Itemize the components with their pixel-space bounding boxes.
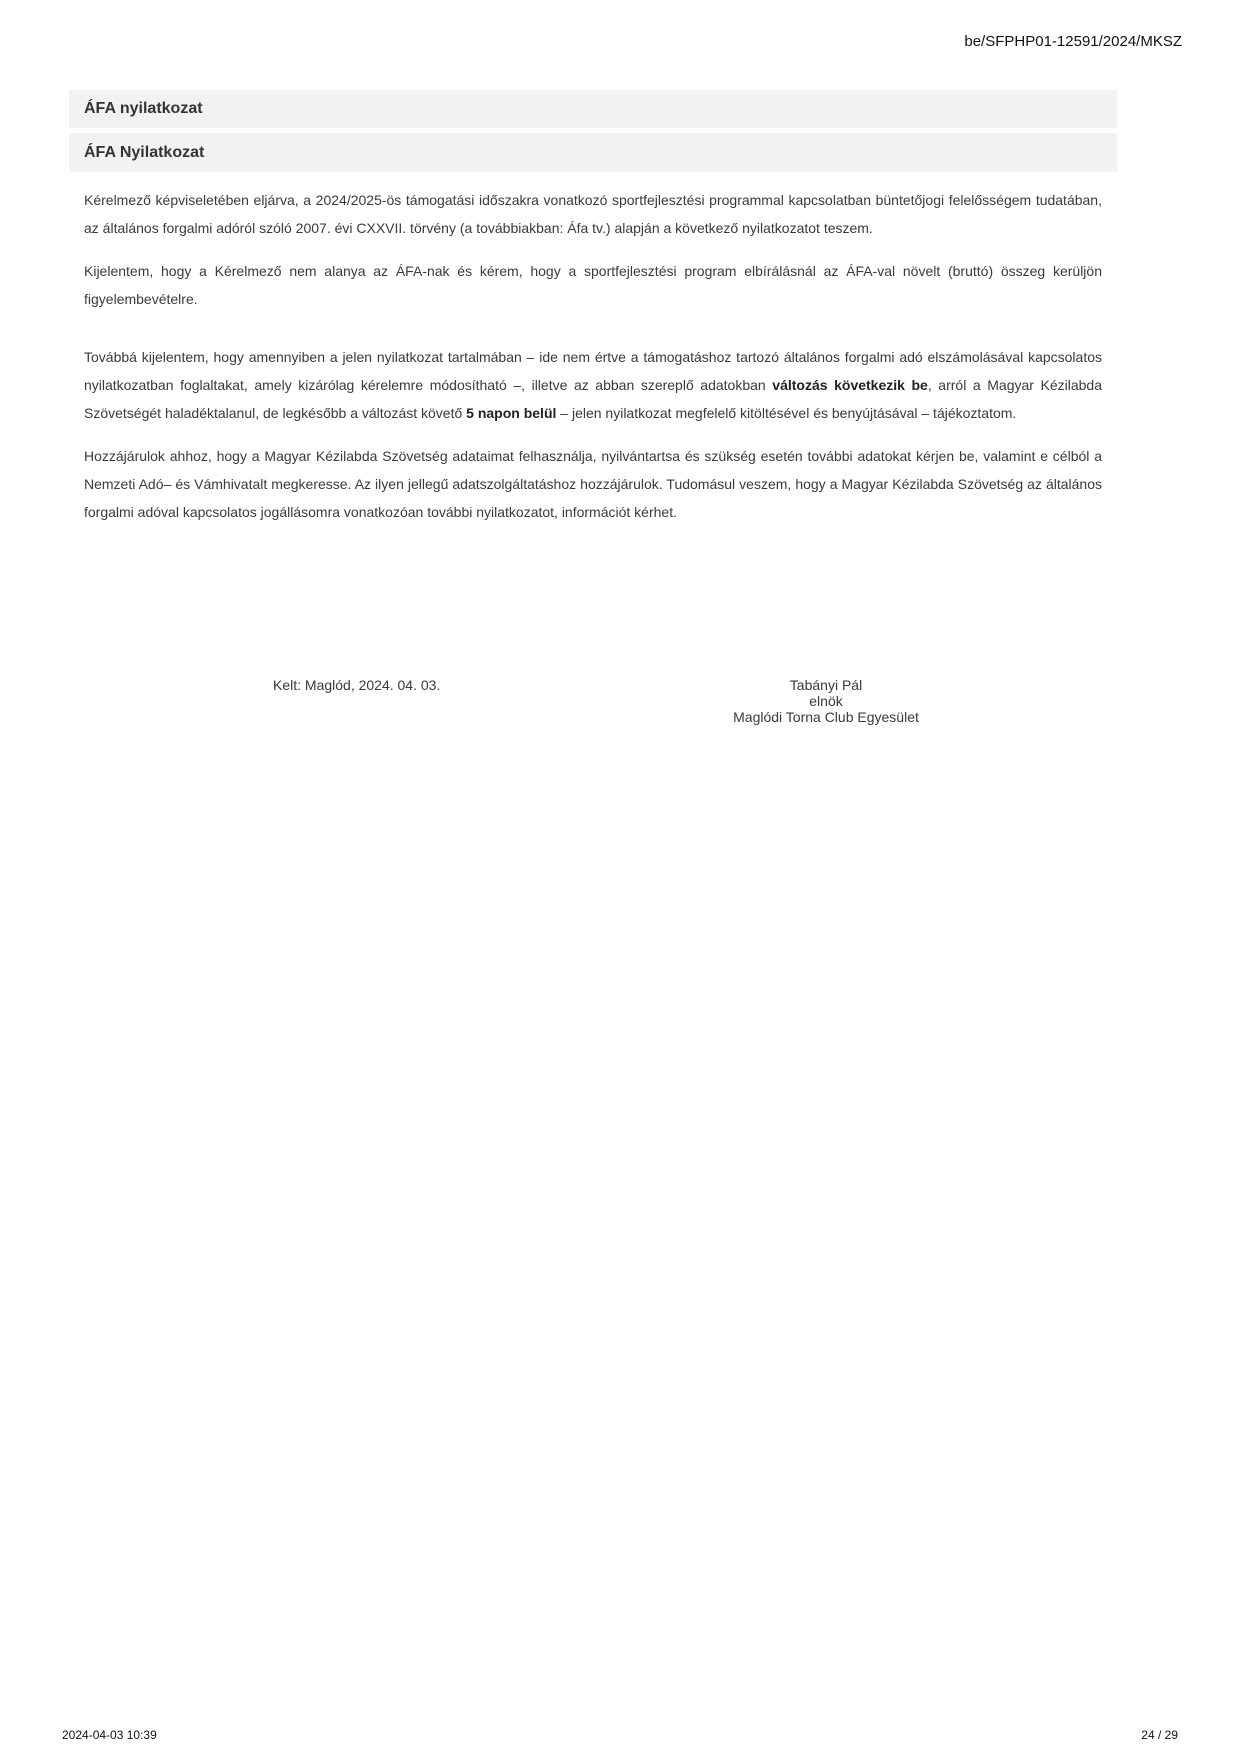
change-notice-emphasis-2: 5 napon belül [466, 405, 557, 421]
footer-timestamp: 2024-04-03 10:39 [62, 1728, 157, 1742]
paragraph-change-notice [84, 343, 1102, 427]
section-subtitle: ÁFA Nyilatkozat [69, 133, 1117, 172]
paragraph-intro: Kérelmező képviseletében eljárva, a 2024/2025-ös támogatási időszakra vonatkozó sportfejlesztési programmal kapcsolatban büntetőjogi felelősségem tudatában, az általános forgalmi adóról szóló 2007. évi CXXVII. törvény (a továbbiakban: Áfa tv.) alapján a következő nyilatkozatot teszem. [84, 192, 1102, 236]
signer-name: Tabányi Pál [789, 677, 863, 693]
place-and-date: Kelt: Maglód, 2024. 04. 03. [273, 677, 441, 693]
signer-organization: Maglódi Torna Club Egyesület [733, 709, 919, 725]
paragraph-vat-status: Kijelentem, hogy a Kérelmező nem alanya az ÁFA-nak és kérem, hogy a sportfejlesztési program elbírálásnál az ÁFA-val növelt (bruttó) összeg kerüljön figyelembevételre. [84, 263, 1102, 307]
paragraph-consent: Hozzájárulok ahhoz, hogy a Magyar Kézilabda Szövetség adataimat felhasználja, nyilvántartsa és szükség esetén további adatokat kérjen be, valamint e célból a Nemzeti Adó– és Vámhivatalt megkeresse. Az ilyen jellegű adatszolgáltatáshoz hozzájárulok. Tudomásul veszem, hogy a Magyar Kézilabda Szövetség az általános forgalmi adóval kapcsolatos jogállásomra vonatkozóan további nyilatkozatot, információt kérhet. [84, 448, 1102, 520]
change-notice-text-3: – jelen nyilatkozat megfelelő kitöltésével és benyújtásával – tájékoztatom. [556, 405, 1017, 421]
section-title: ÁFA nyilatkozat [69, 90, 1117, 128]
change-notice-emphasis-1: változás következik be [772, 377, 928, 393]
change-notice-text-2: , arról a Magyar Kézilabda Szövetségét haladéktalanul, de legkésőbb a változást követő [84, 377, 1102, 421]
page-number: 24 / 29 [1141, 1728, 1178, 1742]
signature-block [726, 677, 926, 725]
signer-role: elnök [809, 693, 843, 709]
document-reference: be/SFPHP01-12591/2024/MKSZ [964, 33, 1182, 50]
change-notice-text-1: Továbbá kijelentem, hogy amennyiben a jelen nyilatkozat tartalmában – ide nem értve a támogatáshoz tartozó általános forgalmi adó elszámolásával kapcsolatos nyilatkozatban foglaltakat, amely kizárólag kérelemre módosítható –, illetve az abban szereplő adatokban [84, 349, 1102, 393]
